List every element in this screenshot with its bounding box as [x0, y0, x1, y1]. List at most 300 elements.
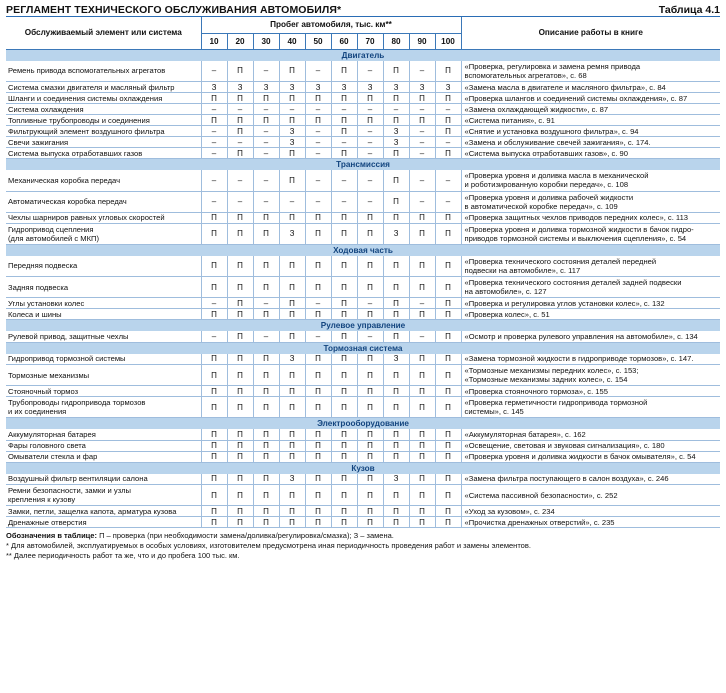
text-line: «Замена тормозной жидкости в гидроприводе тормозов», с. 147. — [464, 354, 694, 364]
table-row — [6, 82, 720, 93]
value-cell: П — [201, 354, 227, 365]
text-line: «Замена фильтра поступающего в салон воздуха», с. 246 — [464, 474, 669, 484]
table-row — [6, 397, 720, 418]
element-cell — [6, 104, 201, 115]
section-title: Рулевое управление — [6, 320, 720, 332]
value-cell: П — [357, 115, 383, 126]
value-cell: – — [409, 126, 435, 137]
value-cell: П — [409, 277, 435, 298]
value-cell: П — [331, 440, 357, 451]
value-cell: П — [331, 397, 357, 418]
value-cell: П — [435, 440, 461, 451]
value-cell: П — [253, 256, 279, 277]
value-cell: П — [253, 93, 279, 104]
table-row — [6, 365, 720, 386]
value-cell: П — [227, 212, 253, 223]
value-cell: П — [357, 365, 383, 386]
value-cell: П — [305, 256, 331, 277]
value-cell: П — [201, 386, 227, 397]
value-cell: П — [227, 277, 253, 298]
text-line: Чехлы шарниров равных угловых скоростей — [8, 213, 165, 222]
value-cell: П — [279, 298, 305, 309]
value-cell: – — [305, 61, 331, 82]
value-cell: П — [227, 440, 253, 451]
text-line: «Проверка стояночного тормоза», с. 155 — [464, 386, 608, 396]
value-cell: П — [357, 429, 383, 440]
value-cell: – — [253, 137, 279, 148]
table-row — [6, 277, 720, 298]
value-cell: – — [331, 137, 357, 148]
value-cell: П — [201, 365, 227, 386]
value-cell: П — [201, 397, 227, 418]
text-line: Аккумуляторная батарея — [8, 429, 96, 439]
element-cell — [6, 331, 201, 342]
section-header — [6, 320, 720, 332]
description-cell — [461, 506, 720, 517]
km-header-90: 90 — [409, 33, 435, 49]
text-line: Стояночный тормоз — [8, 386, 79, 396]
text-line: Система смазки двигателя и масляный фильтр — [8, 82, 175, 92]
text-line: «Уход за кузовом», с. 234 — [464, 506, 555, 516]
value-cell: П — [435, 148, 461, 159]
value-cell: – — [409, 104, 435, 115]
element-cell — [6, 365, 201, 386]
value-cell: П — [409, 506, 435, 517]
value-cell: – — [253, 331, 279, 342]
value-cell: П — [357, 485, 383, 506]
value-cell: П — [409, 93, 435, 104]
value-cell: – — [305, 148, 331, 159]
description-cell — [461, 277, 720, 298]
value-cell: П — [409, 386, 435, 397]
value-cell: П — [357, 256, 383, 277]
element-cell — [6, 397, 201, 418]
value-cell: – — [227, 137, 253, 148]
value-cell: П — [409, 397, 435, 418]
legend-line — [6, 531, 720, 541]
value-cell: П — [227, 386, 253, 397]
value-cell: П — [357, 309, 383, 320]
table-row — [6, 506, 720, 517]
value-cell: – — [357, 126, 383, 137]
value-cell: П — [409, 354, 435, 365]
value-cell: П — [383, 517, 409, 528]
text-line: Тормозные механизмы — [8, 370, 90, 380]
element-cell — [6, 485, 201, 506]
text-line: «Аккумуляторная батарея», с. 162 — [464, 429, 586, 439]
value-cell: П — [279, 277, 305, 298]
section-header — [6, 342, 720, 354]
value-cell: – — [357, 298, 383, 309]
value-cell: П — [253, 309, 279, 320]
table-row — [6, 104, 720, 115]
element-cell — [6, 440, 201, 451]
value-cell: П — [253, 506, 279, 517]
value-cell: – — [435, 137, 461, 148]
value-cell: – — [331, 191, 357, 212]
table-row — [6, 298, 720, 309]
section-header — [6, 418, 720, 430]
value-cell: П — [253, 354, 279, 365]
element-cell — [6, 223, 201, 244]
value-cell: – — [201, 126, 227, 137]
table-row — [6, 212, 720, 223]
description-cell — [461, 126, 720, 137]
value-cell: – — [201, 104, 227, 115]
value-cell: – — [201, 148, 227, 159]
value-cell: П — [279, 212, 305, 223]
value-cell: З — [305, 82, 331, 93]
description-cell — [461, 61, 720, 82]
value-cell: П — [227, 256, 253, 277]
value-cell: П — [331, 354, 357, 365]
value-cell: П — [383, 506, 409, 517]
value-cell: П — [435, 277, 461, 298]
value-cell: П — [227, 61, 253, 82]
value-cell: – — [409, 137, 435, 148]
table-row — [6, 440, 720, 451]
value-cell: П — [357, 506, 383, 517]
legend-label: Обозначения в таблице: — [6, 531, 97, 540]
element-cell — [6, 256, 201, 277]
maintenance-table — [6, 17, 720, 528]
description-cell — [461, 82, 720, 93]
description-cell — [461, 485, 720, 506]
value-cell: П — [435, 309, 461, 320]
text-line: и их соединения — [8, 407, 67, 416]
value-cell: П — [201, 223, 227, 244]
column-header-mileage: Пробег автомобиля, тыс. км** — [201, 17, 461, 33]
value-cell: П — [435, 354, 461, 365]
km-header-50: 50 — [305, 33, 331, 49]
text-line: Дренажные отверстия — [8, 517, 87, 527]
table-row — [6, 429, 720, 440]
value-cell: П — [253, 429, 279, 440]
text-line: «Освещение, световая и звуковая сигнализация», с. 180 — [464, 441, 665, 450]
value-cell: – — [253, 298, 279, 309]
value-cell: П — [201, 506, 227, 517]
text-line: «Проверка, регулировка и замена ремня привода — [464, 61, 641, 71]
text-line: «Проверка уровня и доливка жидкости в бачок омывателя», с. 54 — [464, 452, 696, 461]
value-cell: П — [305, 354, 331, 365]
table-row — [6, 148, 720, 159]
value-cell: З — [279, 137, 305, 148]
value-cell: П — [435, 451, 461, 462]
value-cell: П — [383, 115, 409, 126]
text-line: Фары головного света — [8, 441, 86, 450]
text-line: Углы установки колес — [8, 298, 85, 308]
value-cell: П — [305, 440, 331, 451]
value-cell: – — [435, 170, 461, 191]
value-cell: П — [253, 517, 279, 528]
description-cell — [461, 386, 720, 397]
text-line: «Осмотр и проверка рулевого управления на автомобиле», с. 134 — [464, 331, 698, 341]
value-cell: П — [357, 354, 383, 365]
text-line: «Проверка герметичности гидропривода тормозной — [464, 398, 648, 407]
text-line: Передняя подвеска — [8, 261, 78, 271]
km-header-40: 40 — [279, 33, 305, 49]
value-cell: П — [383, 485, 409, 506]
value-cell: П — [435, 474, 461, 485]
value-cell: – — [305, 170, 331, 191]
value-cell: П — [409, 223, 435, 244]
section-header — [6, 462, 720, 474]
value-cell: – — [201, 298, 227, 309]
value-cell: З — [331, 82, 357, 93]
value-cell: П — [201, 309, 227, 320]
value-cell: П — [227, 451, 253, 462]
value-cell: – — [253, 61, 279, 82]
element-cell — [6, 429, 201, 440]
value-cell: П — [331, 517, 357, 528]
value-cell: П — [227, 309, 253, 320]
value-cell: П — [279, 115, 305, 126]
element-cell — [6, 451, 201, 462]
value-cell: – — [253, 170, 279, 191]
value-cell: З — [409, 82, 435, 93]
value-cell: П — [383, 61, 409, 82]
text-line: «Замена и обслуживание свечей зажигания», с. 174. — [464, 137, 651, 147]
value-cell: П — [383, 148, 409, 159]
description-cell — [461, 148, 720, 159]
element-cell — [6, 212, 201, 223]
value-cell: П — [383, 93, 409, 104]
table-row — [6, 451, 720, 462]
footnote-2: ** Далее периодичность работ та же, что и до пробега 100 тыс. км. — [6, 551, 240, 560]
value-cell: П — [435, 429, 461, 440]
description-cell — [461, 517, 720, 528]
table-header — [6, 17, 720, 49]
value-cell: П — [331, 474, 357, 485]
text-line: Свечи зажигания — [8, 137, 69, 147]
value-cell: П — [227, 365, 253, 386]
value-cell: П — [253, 485, 279, 506]
value-cell: – — [357, 148, 383, 159]
value-cell: П — [409, 474, 435, 485]
value-cell: П — [331, 277, 357, 298]
value-cell: П — [383, 331, 409, 342]
value-cell: П — [201, 277, 227, 298]
table-row — [6, 386, 720, 397]
value-cell: П — [331, 126, 357, 137]
value-cell: – — [201, 191, 227, 212]
value-cell: П — [227, 148, 253, 159]
value-cell: П — [435, 61, 461, 82]
value-cell: – — [435, 104, 461, 115]
value-cell: П — [227, 115, 253, 126]
text-line: в автоматической коробке передач», с. 109 — [464, 201, 618, 211]
value-cell: П — [227, 126, 253, 137]
table-row — [6, 137, 720, 148]
text-line: крепления к кузову — [8, 495, 76, 504]
element-cell — [6, 93, 201, 104]
table-row — [6, 517, 720, 528]
value-cell: – — [227, 170, 253, 191]
text-line: Система выпуска отработавших газов — [8, 148, 143, 158]
table-number: Таблица 4.1 — [658, 4, 720, 16]
text-line: на автомобиле», с. 127 — [464, 287, 547, 296]
value-cell: – — [357, 137, 383, 148]
value-cell: З — [279, 82, 305, 93]
value-cell: П — [279, 256, 305, 277]
text-line: «Замена охлаждающей жидкости», с. 87 — [464, 104, 609, 114]
element-cell — [6, 474, 201, 485]
value-cell: П — [383, 440, 409, 451]
section-title: Тормозная система — [6, 342, 720, 354]
element-cell — [6, 309, 201, 320]
description-cell — [461, 170, 720, 191]
value-cell: П — [253, 223, 279, 244]
text-line: «Проверка уровня и доливка рабочей жидкости — [464, 192, 634, 202]
value-cell: П — [435, 517, 461, 528]
value-cell: З — [383, 82, 409, 93]
table-row — [6, 256, 720, 277]
km-header-20: 20 — [227, 33, 253, 49]
km-header-60: 60 — [331, 33, 357, 49]
text-line: Задняя подвеска — [8, 282, 69, 292]
value-cell: – — [409, 191, 435, 212]
value-cell: П — [279, 331, 305, 342]
value-cell: П — [253, 440, 279, 451]
value-cell: П — [331, 506, 357, 517]
value-cell: П — [357, 223, 383, 244]
value-cell: П — [357, 440, 383, 451]
value-cell: – — [305, 298, 331, 309]
text-line: Колеса и шины — [8, 309, 62, 319]
element-cell — [6, 386, 201, 397]
value-cell: – — [201, 331, 227, 342]
text-line: Гидропривод сцепления — [8, 224, 94, 234]
description-cell — [461, 309, 720, 320]
value-cell: П — [227, 485, 253, 506]
text-line: «Снятие и установка воздушного фильтра», с. 94 — [464, 126, 639, 136]
value-cell: П — [201, 115, 227, 126]
text-line: Ремни безопасности, замки и узлы — [8, 486, 131, 495]
value-cell: П — [409, 485, 435, 506]
value-cell: П — [383, 451, 409, 462]
value-cell: П — [201, 429, 227, 440]
value-cell: З — [253, 82, 279, 93]
value-cell: З — [279, 354, 305, 365]
value-cell: П — [253, 451, 279, 462]
value-cell: П — [253, 115, 279, 126]
table-body — [6, 49, 720, 528]
value-cell: П — [409, 451, 435, 462]
table-row — [6, 309, 720, 320]
text-line: «Замена масла в двигателе и масляного фильтра», с. 84 — [464, 82, 666, 92]
table-row — [6, 331, 720, 342]
text-line: Рулевой привод, защитные чехлы — [8, 331, 129, 341]
description-cell — [461, 451, 720, 462]
table-row — [6, 115, 720, 126]
value-cell: П — [253, 386, 279, 397]
value-cell: – — [305, 191, 331, 212]
value-cell: П — [357, 277, 383, 298]
table-row — [6, 61, 720, 82]
value-cell: – — [253, 191, 279, 212]
value-cell: П — [305, 277, 331, 298]
value-cell: П — [409, 440, 435, 451]
description-cell — [461, 223, 720, 244]
value-cell: – — [409, 61, 435, 82]
value-cell: – — [357, 61, 383, 82]
description-cell — [461, 331, 720, 342]
value-cell: З — [435, 82, 461, 93]
value-cell: П — [435, 298, 461, 309]
value-cell: П — [435, 115, 461, 126]
value-cell: П — [435, 223, 461, 244]
value-cell: П — [435, 126, 461, 137]
description-cell — [461, 354, 720, 365]
value-cell: П — [331, 365, 357, 386]
value-cell: П — [279, 397, 305, 418]
text-line: Шланги и соединения системы охлаждения — [8, 93, 163, 103]
value-cell: П — [279, 429, 305, 440]
value-cell: П — [201, 451, 227, 462]
value-cell: П — [409, 517, 435, 528]
value-cell: П — [409, 256, 435, 277]
text-line: Омыватели стекла и фар — [8, 452, 98, 461]
value-cell: З — [357, 82, 383, 93]
value-cell: П — [383, 386, 409, 397]
text-line: «Проверка уровня и доливка масла в механической — [464, 171, 649, 181]
value-cell: – — [357, 104, 383, 115]
table-row — [6, 191, 720, 212]
value-cell: П — [305, 365, 331, 386]
value-cell: З — [383, 126, 409, 137]
description-cell — [461, 115, 720, 126]
text-line: «Система выпуска отработавших газов», с. 90 — [464, 148, 628, 158]
value-cell: П — [435, 365, 461, 386]
value-cell: П — [279, 309, 305, 320]
value-cell: – — [201, 170, 227, 191]
document-title: РЕГЛАМЕНТ ТЕХНИЧЕСКОГО ОБСЛУЖИВАНИЯ АВТОМОБИЛЯ* — [6, 4, 342, 16]
table-row — [6, 223, 720, 244]
value-cell: П — [383, 397, 409, 418]
value-cell: З — [279, 223, 305, 244]
value-cell: П — [253, 365, 279, 386]
element-cell — [6, 148, 201, 159]
value-cell: П — [331, 93, 357, 104]
value-cell: – — [279, 104, 305, 115]
table-row — [6, 485, 720, 506]
element-cell — [6, 277, 201, 298]
value-cell: П — [201, 256, 227, 277]
value-cell: П — [435, 212, 461, 223]
description-cell — [461, 397, 720, 418]
value-cell: П — [305, 386, 331, 397]
text-line: «Тормозные механизмы задних колес», с. 154 — [464, 375, 628, 384]
column-header-description: Описание работы в книге — [461, 17, 720, 49]
description-cell — [461, 298, 720, 309]
element-cell — [6, 298, 201, 309]
value-cell: П — [357, 517, 383, 528]
value-cell: П — [253, 397, 279, 418]
value-cell: П — [331, 148, 357, 159]
element-cell — [6, 506, 201, 517]
section-title: Ходовая часть — [6, 244, 720, 256]
value-cell: П — [357, 93, 383, 104]
text-line: «Проверка технического состояния деталей задней подвески — [464, 278, 682, 287]
value-cell: П — [435, 93, 461, 104]
value-cell: П — [227, 354, 253, 365]
value-cell: – — [383, 104, 409, 115]
value-cell: З — [279, 474, 305, 485]
value-cell: П — [305, 93, 331, 104]
value-cell: П — [201, 93, 227, 104]
value-cell: – — [409, 170, 435, 191]
text-line: и роботизированную коробки передач», с. 108 — [464, 180, 629, 190]
